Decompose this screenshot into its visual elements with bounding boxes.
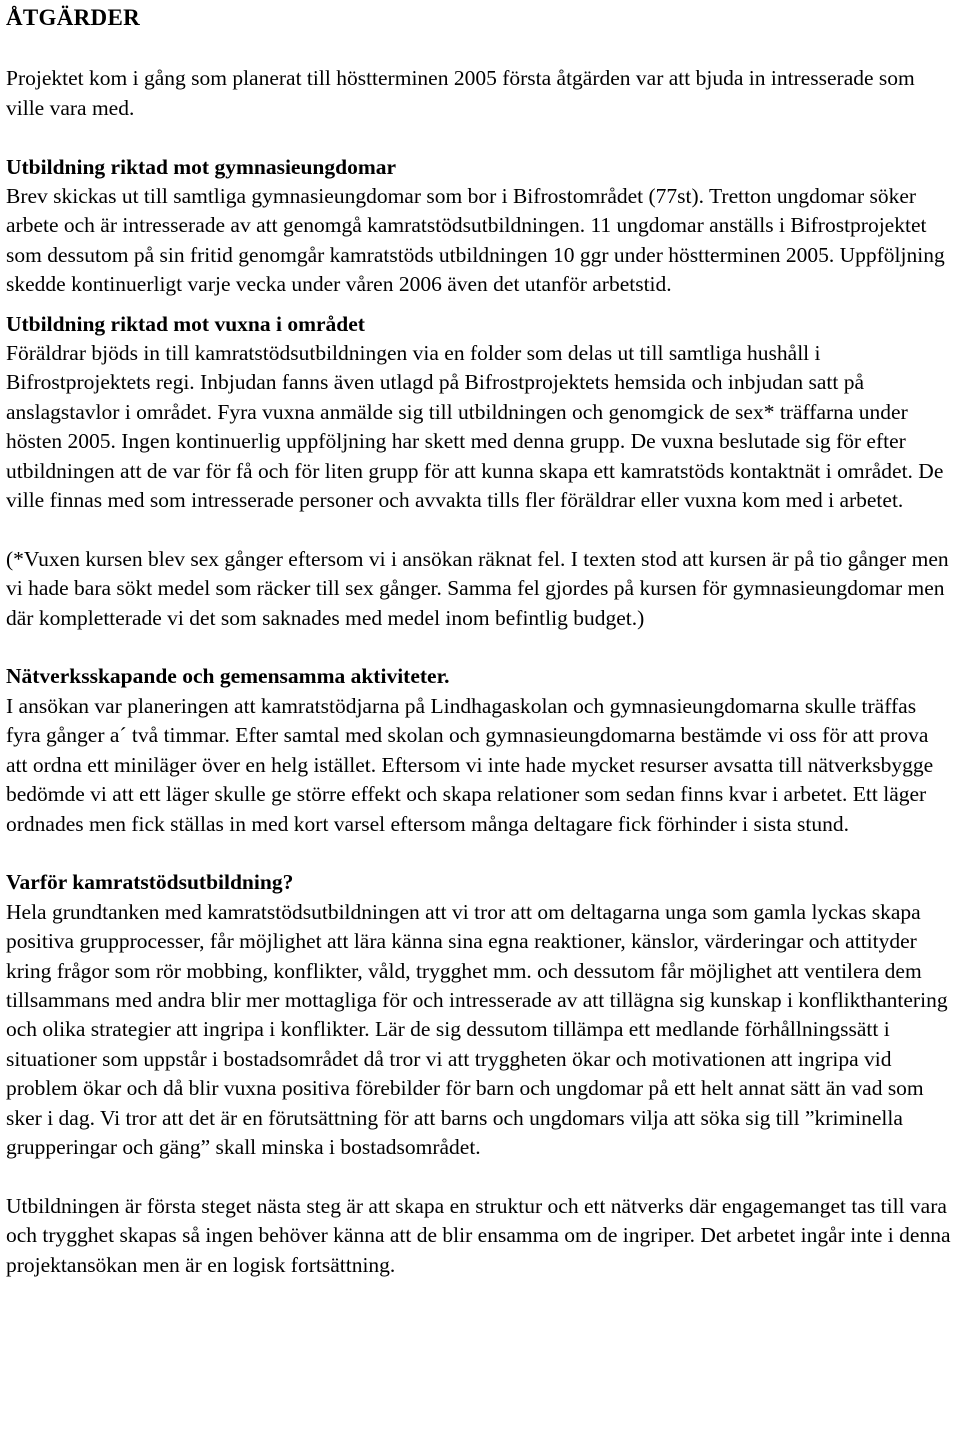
- section-gymnasieungdomar: [6, 153, 954, 300]
- section-body: Brev skickas ut till samtliga gymnasieungdomar som bor i Bifrostområdet (77st). Tretton ungdomar söker arbete och är intresserade av att genomgå kamratstödsutbildningen. 11 ungdomar anställs i Bifrostprojektet som dessutom på sin fritid genomgår kamratstöds utbildningen 10 ggr under höstterminen 2005. Uppföljning skedde kontinuerligt varje vecka under våren 2006 även det utanför arbetstid.: [6, 184, 945, 297]
- section-varfor: [6, 868, 954, 1162]
- intro-paragraph: Projektet kom i gång som planerat till höstterminen 2005 första åtgärden var att bjuda in intresserade som ville vara med.: [6, 66, 915, 120]
- spacer: [6, 123, 954, 152]
- section-heading: Varför kamratstödsutbildning?: [6, 870, 294, 895]
- footnote-paragraph: (*Vuxen kursen blev sex gånger eftersom vi i ansökan räknat fel. I texten stod att kursen är på tio gånger men vi hade bara sökt medel som räcker till sex gånger. Samma fel gjordes på kursen för gymnasieungdomar men där kompletterade vi det som saknades med medel inom befintlig budget.): [6, 546, 949, 630]
- section-natverk: [6, 662, 954, 838]
- spacer: [6, 300, 954, 310]
- spacer: [6, 32, 954, 64]
- section-heading: Utbildning riktad mot gymnasieungdomar: [6, 154, 397, 179]
- closing-paragraph: Utbildningen är första steget nästa steg är att skapa en struktur och ett nätverks där engagemanget tas till vara och trygghet skapas så ingen behöver känna att de blir ensamma om de ingriper. Det arbetet ingår inte i denna projektansökan men är en logisk fortsättning.: [6, 1193, 951, 1277]
- section-body: I ansökan var planeringen att kamratstödjarna på Lindhagaskolan och gymnasieungdomarna skulle träffas fyra gånger a´ två timmar. Efter samtal med skolan och gymnasieungdomarna bestämde vi oss för att prova att ordna ett miniläger över en helg istället. Eftersom vi inte hade mycket resurser avsatta till nätverksbygge bedömde vi att ett läger skulle ge större effekt och skapa relationer som sedan finns kvar i arbetet. Ett läger ordnades men fick ställas in med kort varsel eftersom många deltagare fick förhinder i sista stund.: [6, 693, 934, 836]
- section-body: Hela grundtanken med kamratstödsutbildningen att vi tror att om deltagarna unga som gamla lyckas skapa positiva grupprocesser, får möjlighet att lära känna sina egna reaktioner, känslor, värderingar och attityder kring frågor som rör mobbing, konflikter, våld, trygghet mm. och dessutom får möjlighet att ventilera dem tillsammans med andra blir mer mottagliga för och intresserade av att tillägna sig kunskap i konflikthantering och olika strategier att ingripa i konflikter. Lär de sig dessutom tillämpa ett medlande förhållningssätt i situationer som uppstår i bostadsområdet då tror vi att tryggheten ökar och motivationen att ingripa vid problem ökar och då blir vuxna positiva förebilder för barn och ungdomar på ett helt annat sätt än vad som sker i dag. Vi tror att det är en förutsättning för att barns och ungdomars vilja att söka sig till ”kriminella grupperingar och gäng” skall minska i bostadsområdet.: [6, 899, 948, 1159]
- spacer: [6, 633, 954, 662]
- spacer: [6, 515, 954, 544]
- section-heading: Utbildning riktad mot vuxna i området: [6, 311, 365, 336]
- section-body: Föräldrar bjöds in till kamratstödsutbildningen via en folder som delas ut till samtliga hushåll i Bifrostprojektets regi. Inbjudan fanns även utlagd på Bifrostprojektets hemsida och inbjudan satt på anslagstavlor i området. Fyra vuxna anmälde sig till utbildningen och genomgick de sex* träffarna under hösten 2005. Ingen kontinuerlig uppföljning har skett med denna grupp. De vuxna beslutade sig för efter utbildningen att de var för få och för liten grupp för att kunna skapa ett kamratstöds kontaktnät i området. De ville finnas med som intresserade personer och avvakta tills fler föräldrar eller vuxna kom med i arbetet.: [6, 341, 944, 513]
- section-heading: Nätverksskapande och gemensamma aktiviteter.: [6, 664, 450, 689]
- spacer: [6, 1162, 954, 1191]
- document-page: [6, 1, 954, 1280]
- document-title: ÅTGÄRDER: [6, 5, 141, 30]
- section-vuxna: [6, 310, 954, 516]
- spacer: [6, 839, 954, 868]
